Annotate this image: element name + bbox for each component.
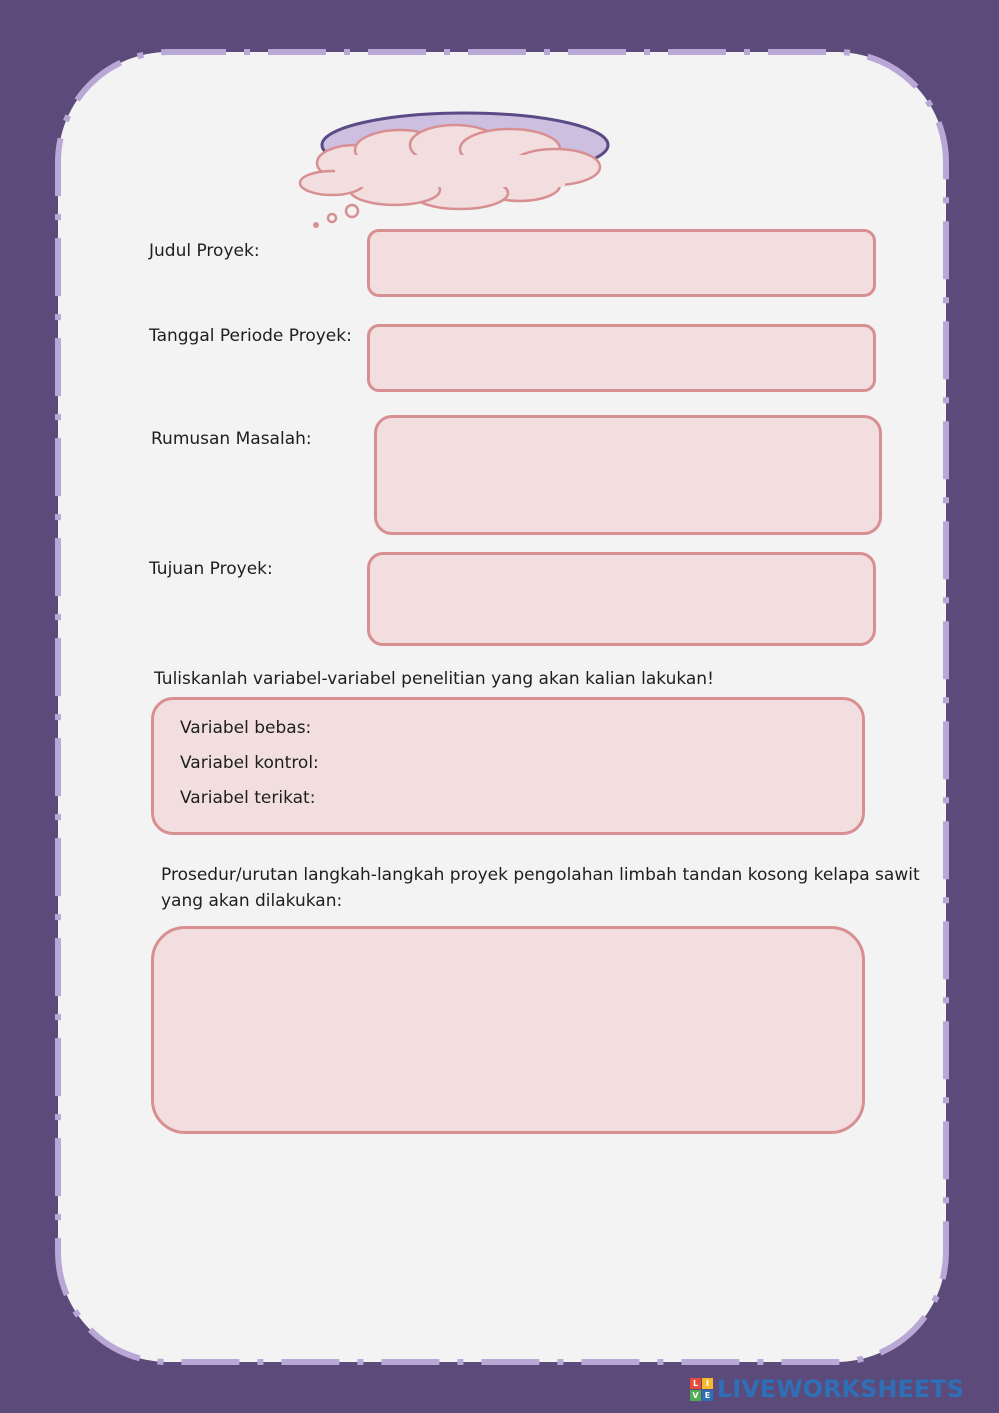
- judul-proyek-label: Judul Proyek:: [149, 241, 260, 261]
- tanggal-periode-label: Tanggal Periode Proyek:: [149, 326, 352, 346]
- thought-cloud-icon: [290, 105, 620, 235]
- rumusan-masalah-input[interactable]: [374, 415, 882, 535]
- variabel-box: [151, 697, 865, 835]
- tujuan-proyek-input[interactable]: [367, 552, 876, 646]
- variabel-bebas-label: Variabel bebas:: [180, 718, 312, 738]
- prosedur-input[interactable]: [151, 926, 865, 1134]
- prosedur-label-line1: Prosedur/urutan langkah-langkah proyek pengolahan limbah tandan kosong kelapa sawit: [161, 865, 920, 885]
- logo-letter-v: V: [690, 1390, 701, 1401]
- rumusan-masalah-label: Rumusan Masalah:: [151, 429, 312, 449]
- logo-letter-i: I: [702, 1378, 713, 1389]
- variabel-kontrol-label: Variabel kontrol:: [180, 753, 319, 773]
- liveworksheets-logo: [690, 1376, 964, 1402]
- logo-mark-icon: [690, 1378, 713, 1401]
- judul-proyek-input[interactable]: [367, 229, 876, 297]
- tujuan-proyek-label: Tujuan Proyek:: [149, 559, 273, 579]
- tanggal-periode-input[interactable]: [367, 324, 876, 392]
- variabel-terikat-label: Variabel terikat:: [180, 788, 316, 808]
- prosedur-label-line2: yang akan dilakukan:: [161, 891, 343, 911]
- logo-letter-l: L: [690, 1378, 701, 1389]
- variabel-instruction: Tuliskanlah variabel-variabel penelitian yang akan kalian lakukan!: [154, 669, 714, 689]
- logo-letter-e: E: [702, 1390, 713, 1401]
- logo-text: LIVEWORKSHEETS: [717, 1375, 964, 1403]
